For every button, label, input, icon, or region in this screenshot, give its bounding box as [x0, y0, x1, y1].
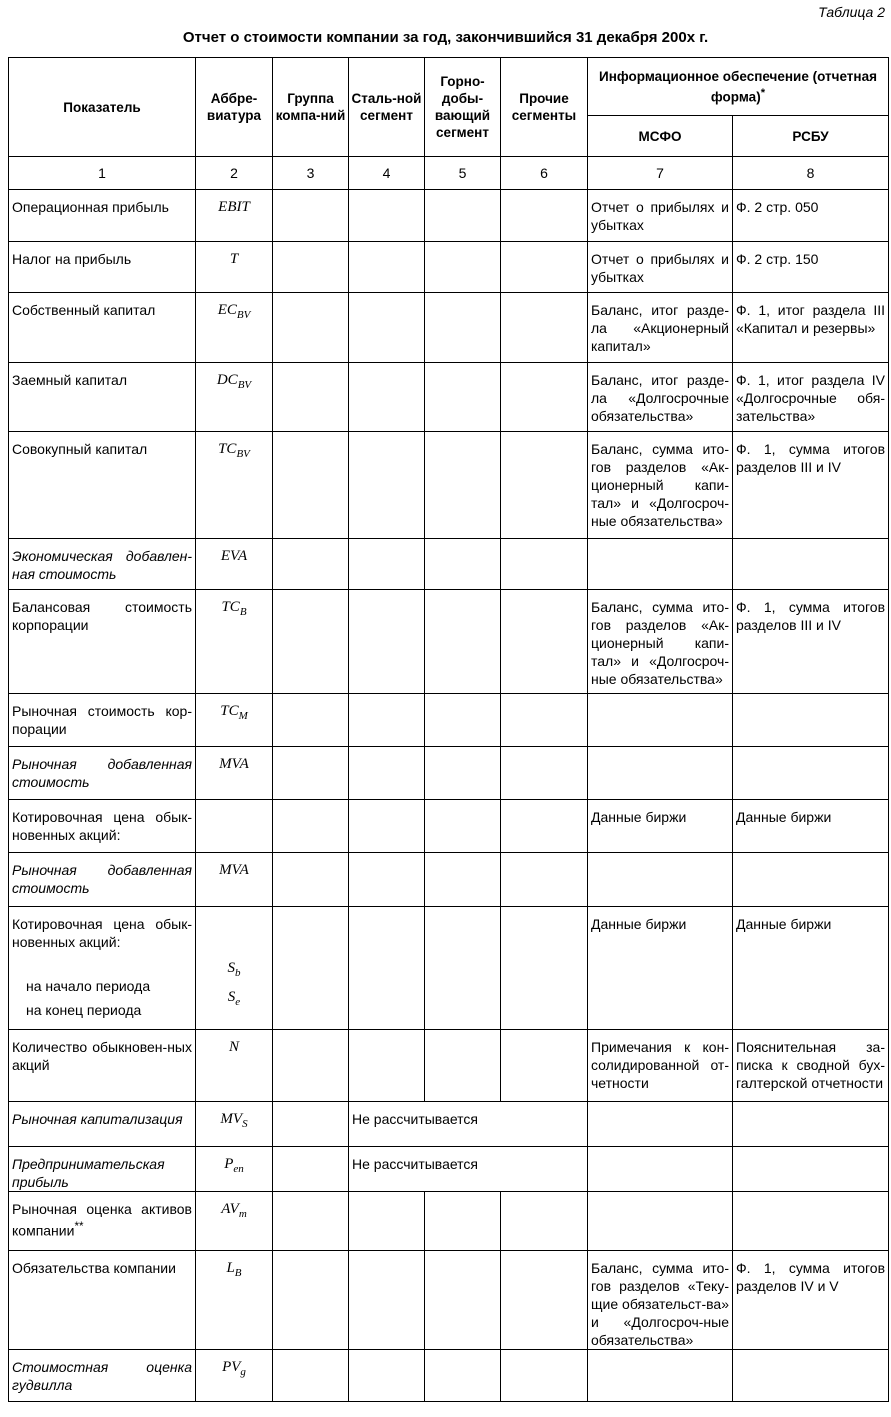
ras-source-cell: Ф. 1, сумма итогов разделов IV и V — [733, 1251, 889, 1350]
value-report-table — [8, 57, 889, 1402]
table-row — [9, 800, 889, 853]
other-segments-cell — [501, 590, 588, 694]
mining-segment-cell — [425, 800, 501, 853]
footnote-mark: ** — [74, 1220, 84, 1233]
ifrs-source-cell: Баланс, сумма ито-гов разделов «Ак-ционерный капи-тал» и «Долгосроч-ные обязательства» — [588, 590, 733, 694]
abbreviation-cell — [196, 694, 273, 747]
header-steel-segment: Сталь-ной сегмент — [349, 58, 425, 157]
mining-segment-cell — [425, 190, 501, 242]
footnote-mark: * — [760, 86, 766, 99]
indicator-name: Балансовая стоимость корпорации — [12, 599, 192, 633]
abbreviation-cell — [196, 1147, 273, 1192]
abbreviation-cell — [196, 1350, 273, 1402]
indicator-cell — [9, 1030, 196, 1102]
indicator-cell — [9, 1192, 196, 1251]
indicator-cell — [9, 1251, 196, 1350]
mining-segment-cell — [425, 363, 501, 432]
abbreviation-subscript: M — [238, 710, 248, 722]
other-segments-cell — [501, 853, 588, 907]
mining-segment-cell — [425, 747, 501, 800]
not-calculated-cell: Не рассчитывается — [349, 1102, 588, 1147]
indicator-name: Стоимостная оценка гудвилла — [12, 1359, 192, 1393]
company-group-cell — [273, 1102, 349, 1147]
indicator-name: Обязательства компании — [12, 1260, 176, 1276]
mining-segment-cell — [425, 539, 501, 590]
other-segments-cell — [501, 907, 588, 1030]
not-calculated-cell: Не рассчитывается — [349, 1147, 588, 1192]
steel-segment-cell — [349, 1030, 425, 1102]
indicator-name: Котировочная цена обык-новенных акций: — [12, 916, 192, 950]
abbreviation-subscript: m — [238, 1208, 247, 1220]
steel-segment-cell — [349, 432, 425, 539]
steel-segment-cell — [349, 853, 425, 907]
sub-indicator: на начало периода — [26, 978, 151, 994]
ifrs-source-cell — [588, 1350, 733, 1402]
indicator-cell — [9, 590, 196, 694]
ras-source-cell — [733, 694, 889, 747]
ifrs-source-cell: Отчет о прибылях и убытках — [588, 242, 733, 293]
abbreviation-cell — [196, 242, 273, 293]
indicator-cell — [9, 432, 196, 539]
table-row — [9, 590, 889, 694]
table-row — [9, 1102, 889, 1147]
column-number: 1 — [9, 157, 196, 190]
ras-source-cell — [733, 853, 889, 907]
abbreviation-subscript: S — [242, 1118, 248, 1130]
sub-indicator: на конец периода — [26, 1002, 142, 1018]
table-row — [9, 432, 889, 539]
indicator-name: Экономическая добавлен-ная стоимость — [12, 548, 192, 582]
ras-source-cell: Ф. 2 стр. 150 — [733, 242, 889, 293]
other-segments-cell — [501, 694, 588, 747]
column-number: 7 — [588, 157, 733, 190]
company-group-cell — [273, 1251, 349, 1350]
steel-segment-cell — [349, 694, 425, 747]
ras-source-cell: Ф. 1, сумма итогов разделов III и IV — [733, 432, 889, 539]
ifrs-source-cell — [588, 539, 733, 590]
abbreviation-cell — [196, 853, 273, 907]
abbreviation-symbol: TC — [220, 703, 239, 719]
company-group-cell — [273, 800, 349, 853]
company-group-cell — [273, 242, 349, 293]
table-row — [9, 539, 889, 590]
indicator-name: Рыночная стоимость кор-порации — [12, 703, 192, 737]
other-segments-cell — [501, 432, 588, 539]
mining-segment-cell — [425, 694, 501, 747]
table-row — [9, 1350, 889, 1402]
other-segments-cell — [501, 539, 588, 590]
steel-segment-cell — [349, 293, 425, 363]
mining-segment-cell — [425, 432, 501, 539]
ras-source-cell — [733, 1102, 889, 1147]
abbreviation-symbol: L — [226, 1260, 235, 1276]
abbreviation-cell — [196, 190, 273, 242]
abbreviation-symbol: DC — [216, 372, 238, 388]
other-segments-cell — [501, 1251, 588, 1350]
abbreviation-symbol: MVA — [219, 756, 249, 772]
mining-segment-cell — [425, 1350, 501, 1402]
abbreviation-subscript: e — [235, 996, 241, 1008]
ifrs-source-cell: Баланс, сумма ито-гов разделов «Ак-ционерный капи-тал» и «Долгосроч-ные обязательства» — [588, 432, 733, 539]
ras-source-cell — [733, 1147, 889, 1192]
indicator-cell — [9, 293, 196, 363]
column-number: 2 — [196, 157, 273, 190]
mining-segment-cell — [425, 907, 501, 1030]
company-group-cell — [273, 293, 349, 363]
ifrs-source-cell: Баланс, итог разде-ла «Акционерный капитал» — [588, 293, 733, 363]
other-segments-cell — [501, 800, 588, 853]
indicator-cell — [9, 1102, 196, 1147]
abbreviation-symbol: S — [227, 989, 236, 1005]
column-number: 3 — [273, 157, 349, 190]
mining-segment-cell — [425, 1030, 501, 1102]
steel-segment-cell — [349, 747, 425, 800]
company-group-cell — [273, 1030, 349, 1102]
indicator-name: Котировочная цена обык-новенных акций: — [12, 809, 192, 843]
column-number: 8 — [733, 157, 889, 190]
abbreviation-cell — [196, 1192, 273, 1251]
abbreviation-cell — [196, 363, 273, 432]
abbreviation-symbol: TC — [221, 599, 240, 615]
company-group-cell — [273, 853, 349, 907]
steel-segment-cell — [349, 242, 425, 293]
table-row — [9, 1147, 889, 1192]
header-information-support: Информационное обеспечение (отчетная форма)* — [588, 58, 889, 116]
abbreviation-cell — [196, 1102, 273, 1147]
other-segments-cell — [501, 1350, 588, 1402]
ifrs-source-cell: Отчет о прибылях и убытках — [588, 190, 733, 242]
abbreviation-cell — [196, 293, 273, 363]
indicator-cell — [9, 800, 196, 853]
indicator-name: Собственный капитал — [12, 302, 156, 318]
ifrs-source-cell — [588, 1192, 733, 1251]
steel-segment-cell — [349, 1192, 425, 1251]
column-number: 5 — [425, 157, 501, 190]
indicator-name: Налог на прибыль — [12, 251, 132, 267]
indicator-cell — [9, 853, 196, 907]
steel-segment-cell — [349, 800, 425, 853]
company-group-cell — [273, 432, 349, 539]
table-row — [9, 293, 889, 363]
abbreviation-symbol: AV — [221, 1201, 239, 1217]
steel-segment-cell — [349, 1350, 425, 1402]
steel-segment-cell — [349, 539, 425, 590]
indicator-cell — [9, 907, 196, 1030]
mining-segment-cell — [425, 1251, 501, 1350]
indicator-cell — [9, 242, 196, 293]
ifrs-source-cell — [588, 853, 733, 907]
indicator-cell — [9, 747, 196, 800]
abbreviation-cell — [196, 539, 273, 590]
abbreviation-cell — [196, 1030, 273, 1102]
table-row — [9, 363, 889, 432]
company-group-cell — [273, 539, 349, 590]
abbreviation-symbol: TC — [218, 441, 237, 457]
mining-segment-cell — [425, 590, 501, 694]
mining-segment-cell — [425, 293, 501, 363]
ifrs-source-cell — [588, 747, 733, 800]
indicator-name: Заемный капитал — [12, 372, 127, 388]
ras-source-cell — [733, 539, 889, 590]
abbreviation-cell — [196, 907, 273, 1030]
header-abbreviation: Аббре-виатура — [196, 58, 273, 157]
document-title: Отчет о стоимости компании за год, закончившийся 31 декабря 200x г. — [182, 29, 709, 46]
ras-source-cell: Данные биржи — [733, 800, 889, 853]
table-row — [9, 1251, 889, 1350]
abbreviation-subscript: en — [233, 1163, 244, 1175]
ras-source-cell: Пояснительная за-писка к сводной бух-галтерской отчетности — [733, 1030, 889, 1102]
column-number: 4 — [349, 157, 425, 190]
table-row — [9, 853, 889, 907]
mining-segment-cell — [425, 242, 501, 293]
abbreviation-symbol: MV — [220, 1111, 243, 1127]
other-segments-cell — [501, 190, 588, 242]
ras-source-cell: Ф. 2 стр. 050 — [733, 190, 889, 242]
company-group-cell — [273, 694, 349, 747]
table-row — [9, 907, 889, 1030]
abbreviation-symbol: PV — [222, 1359, 241, 1375]
abbreviation-subscript: b — [235, 967, 241, 979]
ras-source-cell: Ф. 1, сумма итогов разделов III и IV — [733, 590, 889, 694]
other-segments-cell — [501, 293, 588, 363]
header-ras: РСБУ — [733, 116, 889, 157]
company-group-cell — [273, 1350, 349, 1402]
column-number: 6 — [501, 157, 588, 190]
abbreviation-symbol: EC — [217, 302, 237, 318]
table-row — [9, 747, 889, 800]
steel-segment-cell — [349, 190, 425, 242]
ras-source-cell — [733, 747, 889, 800]
abbreviation-cell — [196, 1251, 273, 1350]
other-segments-cell — [501, 363, 588, 432]
ras-source-cell — [733, 1350, 889, 1402]
abbreviation-symbol: EBIT — [218, 199, 250, 215]
header-company-group: Группа компа-ний — [273, 58, 349, 157]
indicator-name: Рыночная капитализация — [12, 1111, 183, 1127]
indicator-cell — [9, 694, 196, 747]
company-group-cell — [273, 907, 349, 1030]
header-mining-segment: Горно-добы-вающий сегмент — [425, 58, 501, 157]
abbreviation-cell — [196, 747, 273, 800]
abbreviation-subscript: BV — [236, 309, 251, 321]
abbreviation-subscript: B — [239, 606, 247, 618]
ifrs-source-cell: Примечания к кон-солидированной от-четности — [588, 1030, 733, 1102]
indicator-cell — [9, 539, 196, 590]
steel-segment-cell — [349, 590, 425, 694]
abbreviation-cell — [196, 590, 273, 694]
company-group-cell — [273, 363, 349, 432]
table-row — [9, 1192, 889, 1251]
indicator-name: Совокупный капитал — [12, 441, 148, 457]
steel-segment-cell — [349, 907, 425, 1030]
abbreviation-subscript: B — [234, 1267, 242, 1279]
abbreviation-symbol: EVA — [220, 548, 248, 564]
indicator-cell — [9, 1350, 196, 1402]
abbreviation-symbol: N — [228, 1039, 239, 1055]
other-segments-cell — [501, 1030, 588, 1102]
header-other-segments: Прочие сегменты — [501, 58, 588, 157]
mining-segment-cell — [425, 1192, 501, 1251]
company-group-cell — [273, 1192, 349, 1251]
indicator-name: Операционная прибыль — [12, 199, 169, 215]
indicator-cell — [9, 190, 196, 242]
indicator-cell — [9, 363, 196, 432]
other-segments-cell — [501, 242, 588, 293]
company-group-cell — [273, 590, 349, 694]
steel-segment-cell — [349, 1251, 425, 1350]
abbreviation-symbol: S — [227, 960, 235, 976]
indicator-name: Рыночная добавленная стоимость — [12, 756, 192, 790]
abbreviation-subscript: BV — [237, 379, 252, 391]
indicator-name: Предпринимательская прибыль — [12, 1156, 165, 1190]
ras-source-cell — [733, 1192, 889, 1251]
table-row — [9, 694, 889, 747]
other-segments-cell — [501, 747, 588, 800]
ras-source-cell: Ф. 1, итог раздела III «Капитал и резервы» — [733, 293, 889, 363]
table-body — [9, 190, 889, 1402]
ifrs-source-cell — [588, 694, 733, 747]
ifrs-source-cell: Данные биржи — [588, 907, 733, 1030]
ifrs-source-cell — [588, 1147, 733, 1192]
ras-source-cell: Ф. 1, итог раздела IV «Долгосрочные обя-зательства» — [733, 363, 889, 432]
sub-abbreviation — [196, 959, 272, 982]
company-group-cell — [273, 747, 349, 800]
header-ifrs: МСФО — [588, 116, 733, 157]
abbreviation-cell — [196, 432, 273, 539]
ifrs-source-cell — [588, 1102, 733, 1147]
indicator-cell — [9, 1147, 196, 1192]
abbreviation-symbol: MVA — [219, 862, 249, 878]
mining-segment-cell — [425, 853, 501, 907]
steel-segment-cell — [349, 363, 425, 432]
indicator-name: Количество обыкновен-ных акций — [12, 1039, 192, 1073]
other-segments-cell — [501, 1192, 588, 1251]
abbreviation-subscript: g — [240, 1366, 246, 1378]
ras-source-cell: Данные биржи — [733, 907, 889, 1030]
abbreviation-symbol: T — [229, 251, 239, 267]
table-label: Таблица 2 — [818, 4, 885, 20]
header-indicator: Показатель — [9, 58, 196, 157]
column-numbers-row — [9, 157, 889, 190]
ifrs-source-cell: Данные биржи — [588, 800, 733, 853]
indicator-name: Рыночная оценка активов компании — [12, 1201, 192, 1239]
company-group-cell — [273, 1147, 349, 1192]
ifrs-source-cell: Баланс, сумма ито-гов разделов «Теку-щие обязательст-ва» и «Долгосроч-ные обязательства» — [588, 1251, 733, 1350]
abbreviation-cell — [196, 800, 273, 853]
table-row — [9, 1030, 889, 1102]
company-group-cell — [273, 190, 349, 242]
abbreviation-subscript: BV — [236, 448, 250, 460]
sub-abbreviation — [196, 988, 272, 1011]
table-row — [9, 190, 889, 242]
indicator-name: Рыночная добавленная стоимость — [12, 862, 192, 896]
table-row — [9, 242, 889, 293]
abbreviation-symbol: P — [224, 1156, 234, 1172]
ifrs-source-cell: Баланс, итог разде-ла «Долгосрочные обязательства» — [588, 363, 733, 432]
